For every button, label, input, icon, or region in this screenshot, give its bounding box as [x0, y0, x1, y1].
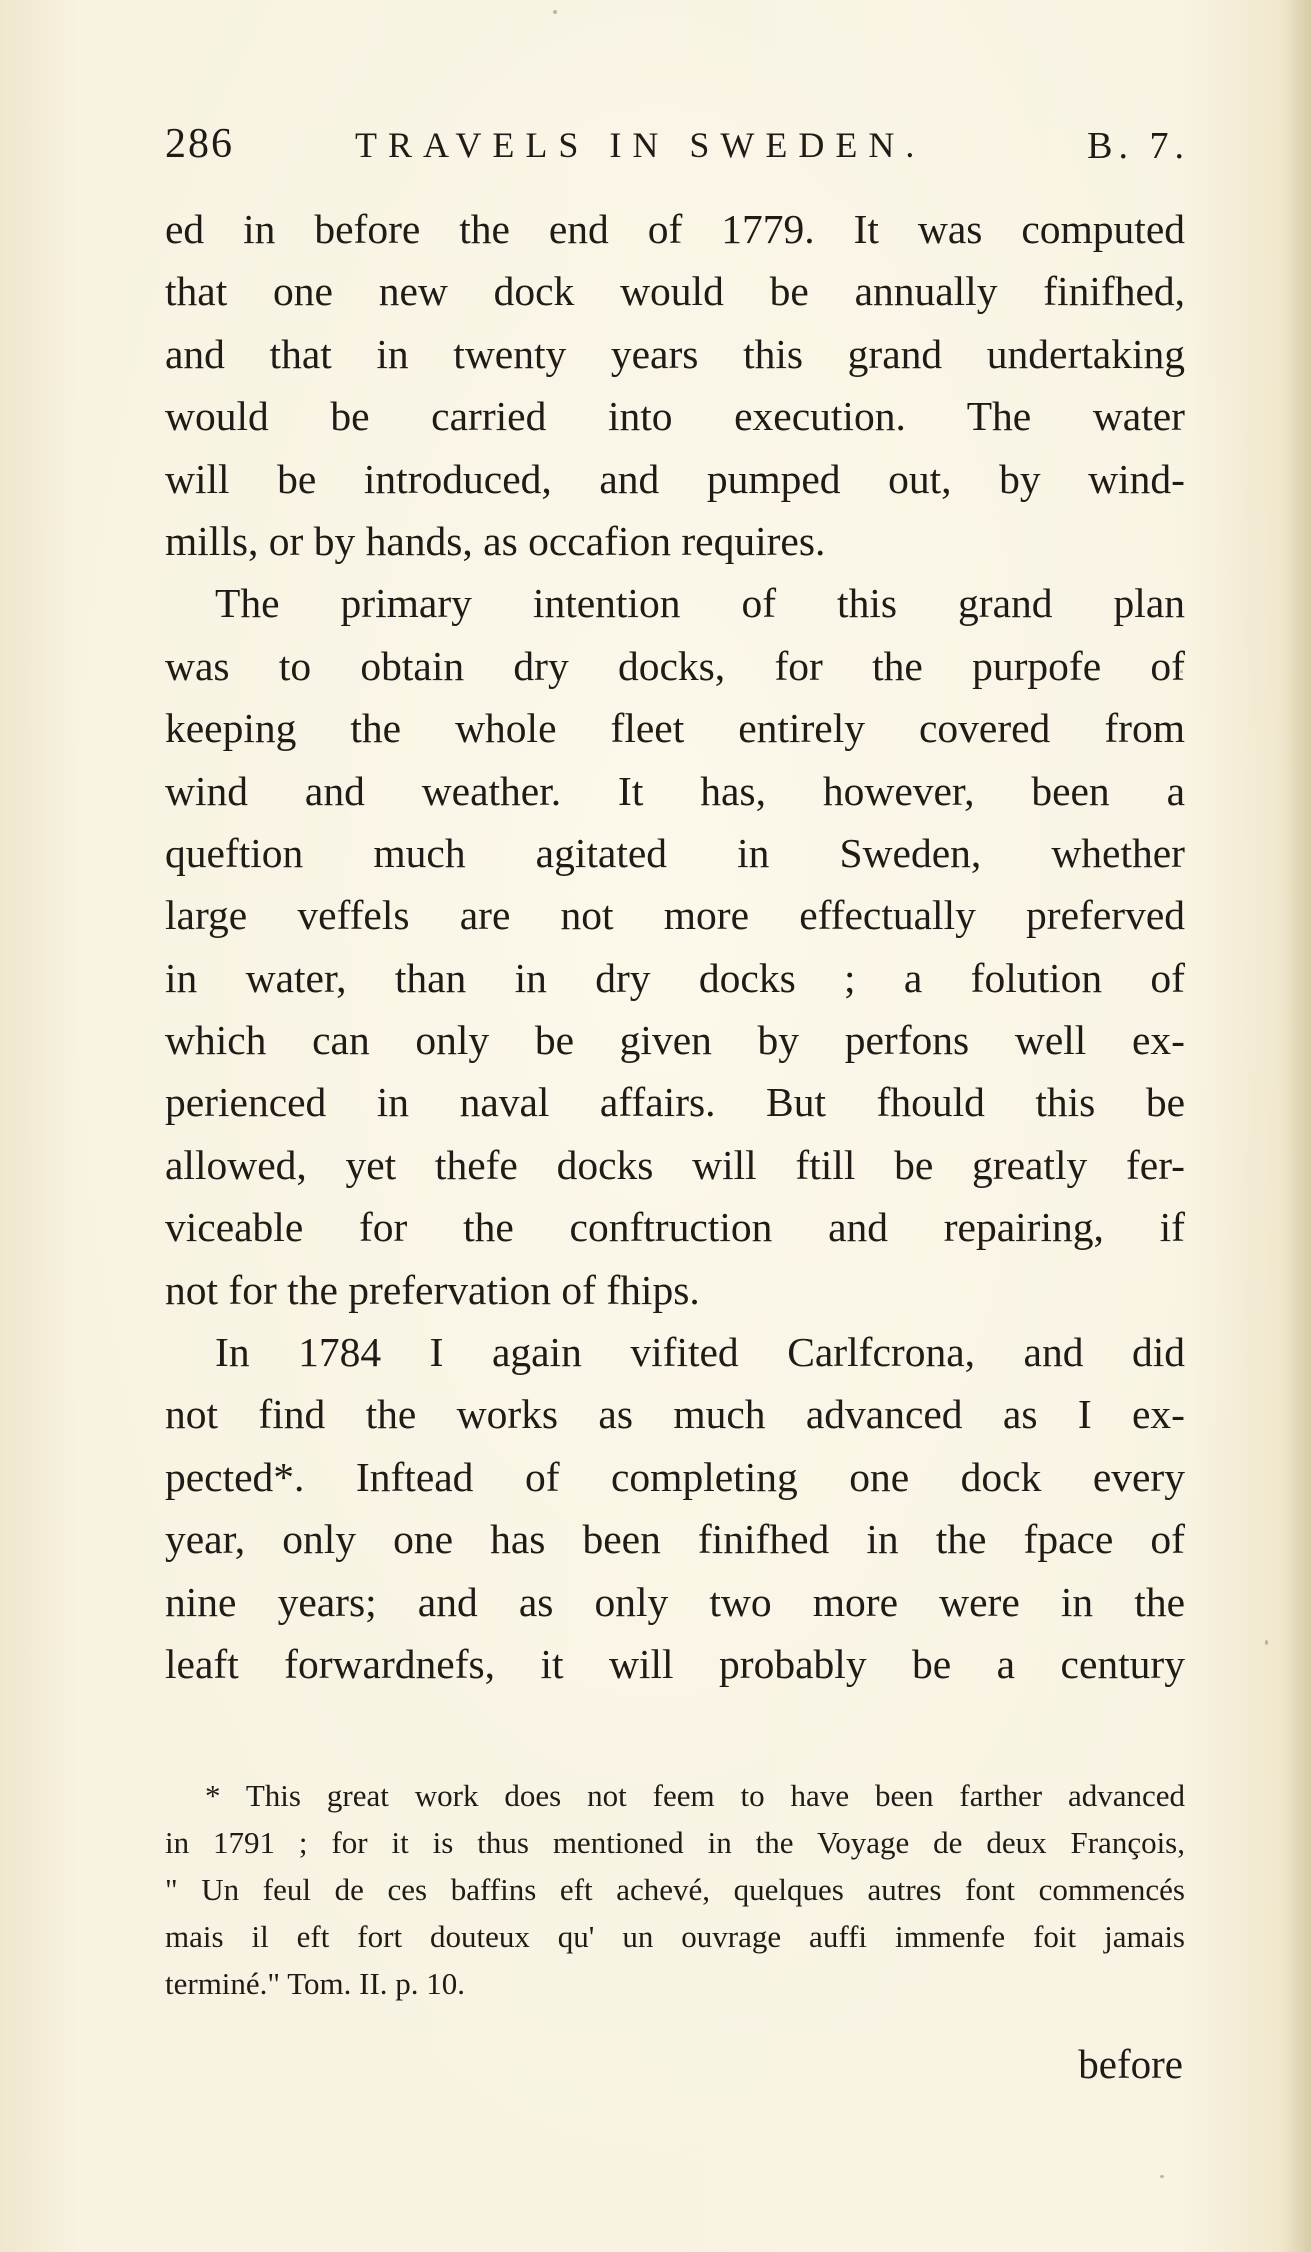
text-line: queftion much agitated in Sweden, whether [165, 829, 1185, 876]
footnote-line: in 1791 ; for it is thus mentioned in the Voyage de deux François, [165, 1825, 1185, 1860]
footnote-line: mais il eft fort douteux qu' un ouvrage auffi immenfe foit jamais [165, 1919, 1185, 1954]
text-line: perienced in naval affairs. But fhould this be [165, 1079, 1185, 1126]
text-line: nine years; and as only two more were in the [165, 1578, 1185, 1625]
text-line: wind and weather. It has, however, been a [165, 767, 1185, 814]
paper-speck [1265, 1640, 1268, 1645]
text-line: In 1784 I again vifited Carlfcrona, and did [215, 1329, 1185, 1376]
text-line: The primary intention of this grand plan [215, 580, 1185, 627]
paper-speck [553, 10, 557, 14]
book-number: B. 7. [1087, 125, 1190, 167]
text-line: was to obtain dry docks, for the purpofe of [165, 642, 1185, 689]
text-line: keeping the whole fleet entirely covered from [165, 705, 1185, 752]
footnote-line: * This great work does not feem to have been farther advanced [205, 1778, 1185, 1813]
text-line: pected*. Inftead of completing one dock every [165, 1453, 1185, 1500]
paper-speck [1180, 670, 1183, 673]
page-edge-shadow [1281, 0, 1311, 2252]
text-line: which can only be given by perfons well ex- [165, 1017, 1185, 1064]
text-line: allowed, yet thefe docks will ftill be greatly fer- [165, 1141, 1185, 1188]
text-line: ed in before the end of 1779. It was computed [165, 206, 1185, 252]
text-line: that one new dock would be annually finifhed, [165, 268, 1185, 315]
text-line: year, only one has been finifhed in the fpace of [165, 1516, 1185, 1563]
running-header [165, 120, 1190, 180]
text-line: not for the prefervation of fhips. [165, 1266, 700, 1313]
paper-speck [1160, 2175, 1164, 2178]
text-line: leaft forwardnefs, it will probably be a century [165, 1640, 1185, 1687]
text-line: would be carried into execution. The water [165, 393, 1185, 440]
text-line: mills, or by hands, as occafion requires. [165, 517, 826, 564]
text-line: in water, than in dry docks ; a folution of [165, 954, 1185, 1001]
text-line: and that in twenty years this grand undertaking [165, 330, 1185, 377]
footnote [165, 1772, 1185, 2007]
text-line: not find the works as much advanced as I ex- [165, 1391, 1185, 1438]
text-line: viceable for the conftruction and repairing, if [165, 1204, 1185, 1251]
running-title: TRAVELS IN SWEDEN. [355, 125, 926, 165]
catchword: before [1078, 2041, 1183, 2087]
page-number: 286 [165, 121, 234, 167]
footnote-line: " Un feul de ces baffins eft achevé, quelques autres font commencés [165, 1872, 1185, 1907]
footnote-line: terminé." Tom. II. p. 10. [165, 1966, 466, 2001]
text-line: will be introduced, and pumped out, by wind- [165, 455, 1185, 502]
text-line: large veffels are not more effectually preferved [165, 892, 1185, 939]
body-text [165, 198, 1185, 1695]
